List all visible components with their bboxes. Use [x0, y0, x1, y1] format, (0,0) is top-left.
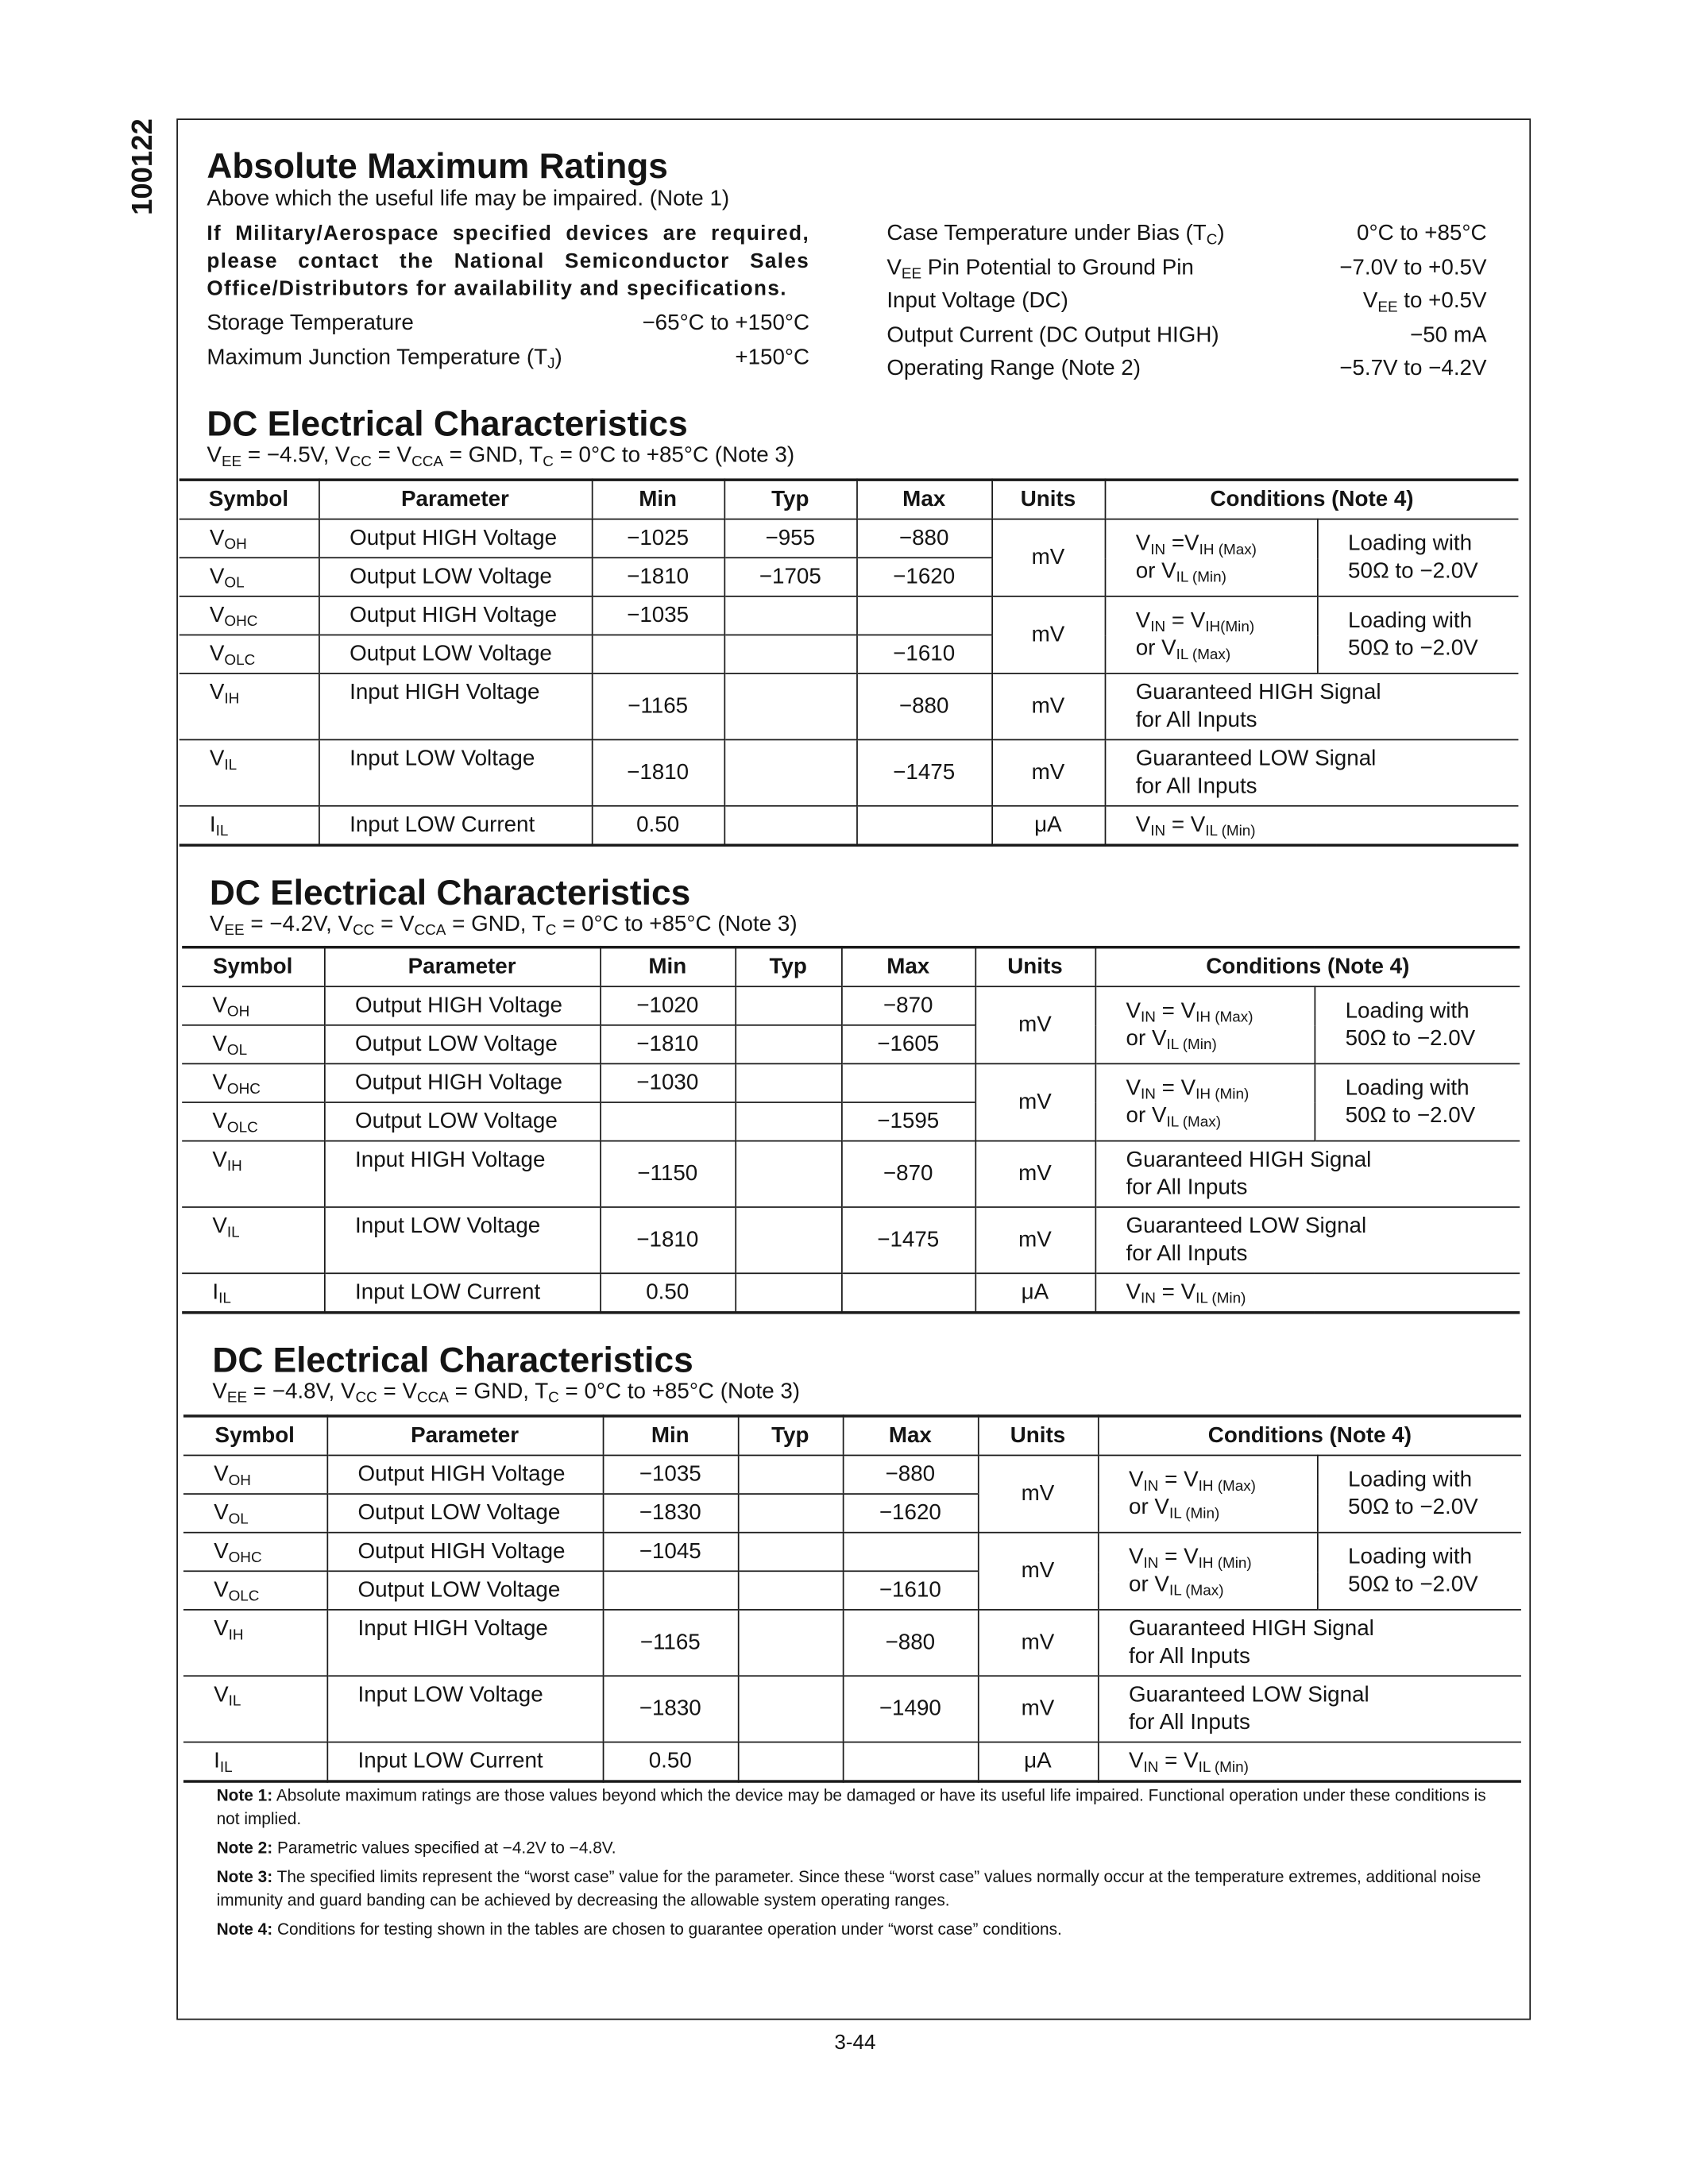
note-2 — [217, 1837, 1500, 1861]
parameter-cell: Output LOW Voltage — [324, 1102, 600, 1141]
loading-cell — [1315, 986, 1520, 1063]
max-cell — [843, 1742, 978, 1781]
parameter-cell: Output HIGH Voltage — [326, 1533, 602, 1572]
column-header-min: Min — [592, 480, 724, 519]
min-cell: −1810 — [592, 558, 724, 596]
symbol-cell: $I_{IL}$ — [183, 1742, 327, 1781]
symbol-cell: $V_{OL}$ — [183, 1494, 327, 1533]
max-cell — [856, 806, 991, 845]
units-cell: μA — [991, 806, 1104, 845]
dc-characteristics-title: DC Electrical Characteristics — [207, 405, 688, 445]
ratings-list-left — [207, 306, 809, 375]
max-cell: −1475 — [841, 1207, 975, 1273]
max-cell: −1610 — [843, 1571, 978, 1610]
max-cell: −1610 — [856, 635, 991, 673]
column-header-units: Units — [991, 480, 1104, 519]
symbol-cell: $V_{OH}$ — [183, 1455, 327, 1494]
symbol-cell: $V_{IL}$ — [180, 739, 319, 805]
note-label: Note 1: — [216, 1785, 273, 1805]
rating-value: −5.7V to −4.2V — [1339, 357, 1487, 381]
symbol-cell: $V_{OH}$ — [180, 519, 319, 558]
conditions-cell — [1095, 1063, 1314, 1140]
symbol-cell: $V_{OH}$ — [182, 986, 324, 1025]
loading-cell — [1317, 1533, 1521, 1610]
condition-line: $V_{IN} = V_{IL (Min)}$ — [1129, 1749, 1249, 1776]
column-header-symbol: Symbol — [183, 1416, 327, 1455]
min-cell: 0.50 — [600, 1273, 735, 1312]
note-3 — [217, 1866, 1500, 1912]
parameter-cell: Input LOW Voltage — [326, 1676, 602, 1742]
typ-cell — [738, 1610, 843, 1676]
max-cell: −880 — [843, 1455, 978, 1494]
parameter-cell: Output LOW Voltage — [319, 635, 592, 673]
loading-line: Loading with — [1348, 1545, 1473, 1569]
condition-line: $V_{IN} = V_{IH (Min)}$ — [1129, 1545, 1252, 1572]
condition-line: or $V_{IL (Min)}$ — [1135, 558, 1226, 586]
column-header-units: Units — [975, 947, 1095, 986]
min-cell — [600, 1102, 735, 1141]
absolute-maximum-ratings-subtitle: Above which the useful life may be impaired. (Note 1) — [207, 187, 730, 211]
symbol-cell: $V_{OLC}$ — [182, 1102, 324, 1141]
condition-line: Guaranteed LOW Signal — [1135, 747, 1377, 770]
rating-value: −65°C to +150°C — [642, 311, 810, 335]
column-header-conditions: Conditions (Note 4) — [1095, 947, 1520, 986]
max-cell — [856, 596, 991, 635]
condition-line: for All Inputs — [1129, 1644, 1250, 1668]
typ-cell — [738, 1676, 843, 1742]
max-cell: −1620 — [856, 558, 991, 596]
dc-test-conditions: $V_{EE} = -4.5V$, $V_{CC} = V_{CCA}$ = GND, $T_C = 0^\circ C$ to +85°C (Note 3) — [207, 444, 795, 471]
parameter-cell: Output HIGH Voltage — [326, 1455, 602, 1494]
parameter-cell: Output HIGH Voltage — [324, 986, 600, 1025]
table-row — [183, 1742, 1521, 1781]
typ-cell — [738, 1455, 843, 1494]
rating-label: Operating Range (Note 2) — [886, 357, 1141, 381]
column-header-typ: Typ — [735, 947, 841, 986]
table-row — [182, 1273, 1520, 1312]
typ-cell — [735, 1025, 841, 1064]
max-cell: −1605 — [841, 1025, 975, 1064]
column-header-conditions: Conditions (Note 4) — [1098, 1416, 1521, 1455]
column-header-symbol: Symbol — [182, 947, 324, 986]
min-cell: −1035 — [592, 596, 724, 635]
notice-line: Office/Distributors for availability and specifications. — [207, 276, 787, 301]
parameter-cell: Input HIGH Voltage — [319, 673, 592, 739]
typ-cell — [724, 806, 856, 845]
condition-line: for All Inputs — [1129, 1710, 1250, 1734]
max-cell: −880 — [843, 1610, 978, 1676]
max-cell — [841, 1273, 975, 1312]
dc-characteristics-title: DC Electrical Characteristics — [209, 874, 691, 913]
dc-test-conditions: $V_{EE} = -4.8V$, $V_{CC} = V_{CCA}$ = GND, $T_C = 0^\circ C$ to +85°C (Note 3) — [212, 1379, 801, 1406]
notice-line: If Military/Aerospace specified devices are required, — [207, 222, 810, 246]
condition-line: for All Inputs — [1126, 1175, 1248, 1199]
column-header-symbol: Symbol — [180, 480, 319, 519]
units-cell: mV — [975, 1141, 1095, 1207]
typ-cell — [724, 596, 856, 635]
rating-value: −50 mA — [1410, 323, 1487, 347]
condition-line: $V_{IN} = V_{IL (Min)}$ — [1135, 812, 1256, 839]
note-1 — [217, 1785, 1500, 1831]
parameter-cell: Output HIGH Voltage — [319, 519, 592, 558]
rating-label: Output Current (DC Output HIGH) — [886, 323, 1219, 347]
loading-line: Loading with — [1348, 608, 1473, 633]
max-cell — [841, 1063, 975, 1102]
min-cell: 0.50 — [603, 1742, 738, 1781]
column-header-min: Min — [603, 1416, 738, 1455]
rating-row — [886, 353, 1486, 387]
rating-label: Case Temperature under Bias $(T_C)$ — [886, 222, 1225, 249]
condition-line: for All Inputs — [1126, 1241, 1248, 1265]
absolute-maximum-ratings-title: Absolute Maximum Ratings — [207, 147, 668, 187]
conditions-cell — [1098, 1676, 1521, 1742]
dc-characteristics-table — [180, 478, 1519, 847]
condition-line: for All Inputs — [1135, 774, 1257, 798]
parameter-cell: Input HIGH Voltage — [326, 1610, 602, 1676]
typ-cell — [724, 673, 856, 739]
column-header-max: Max — [843, 1416, 978, 1455]
conditions-cell — [1095, 986, 1314, 1063]
symbol-cell: $V_{IH}$ — [182, 1141, 324, 1207]
conditions-cell — [1095, 1207, 1520, 1273]
column-header-units: Units — [978, 1416, 1098, 1455]
typ-cell — [735, 1273, 841, 1312]
table-row — [182, 1141, 1520, 1207]
rating-value: $V_{EE}$ to +0.5V — [1362, 289, 1487, 316]
conditions-cell — [1098, 1455, 1317, 1532]
rating-value: −7.0V to +0.5V — [1339, 256, 1487, 280]
symbol-cell: $I_{IL}$ — [182, 1273, 324, 1312]
min-cell: 0.50 — [592, 806, 724, 845]
condition-line: $V_{IN} = V_{IL (Min)}$ — [1126, 1279, 1246, 1307]
min-cell: −1020 — [600, 986, 735, 1025]
symbol-cell: $V_{OHC}$ — [183, 1533, 327, 1572]
parameter-cell: Input LOW Current — [326, 1742, 602, 1781]
symbol-cell: $V_{IL}$ — [183, 1676, 327, 1742]
min-cell: −1045 — [603, 1533, 738, 1572]
min-cell: −1810 — [592, 739, 724, 805]
loading-line: 50Ω to −2.0V — [1345, 1026, 1476, 1051]
max-cell — [843, 1533, 978, 1572]
units-cell: mV — [978, 1455, 1098, 1532]
column-header-min: Min — [600, 947, 735, 986]
table-row — [180, 519, 1519, 558]
min-cell: −1150 — [600, 1141, 735, 1207]
min-cell — [603, 1571, 738, 1610]
symbol-cell: $V_{OL}$ — [182, 1025, 324, 1064]
max-cell: −1620 — [843, 1494, 978, 1533]
column-header-max: Max — [841, 947, 975, 986]
symbol-cell: $V_{IL}$ — [182, 1207, 324, 1273]
min-cell: −1165 — [592, 673, 724, 739]
parameter-cell: Output LOW Voltage — [326, 1494, 602, 1533]
condition-line: or $V_{IL (Max)}$ — [1129, 1572, 1224, 1599]
condition-line: for All Inputs — [1135, 708, 1257, 732]
loading-cell — [1317, 1455, 1521, 1532]
min-cell: −1810 — [600, 1207, 735, 1273]
table-row — [180, 806, 1519, 845]
rating-label: Maximum Junction Temperature $(T_J)$ — [207, 345, 562, 372]
note-label: Note 3: — [216, 1866, 273, 1886]
symbol-cell: $V_{OHC}$ — [182, 1063, 324, 1102]
rating-label: Input Voltage (DC) — [886, 289, 1068, 314]
min-cell: −1025 — [592, 519, 724, 558]
max-cell: −880 — [856, 673, 991, 739]
note-label: Note 4: — [216, 1919, 273, 1939]
note-text: Absolute maximum ratings are those values beyond which the device may be damaged or have its useful life impaired. Functional operation under these conditions is not implied. — [216, 1785, 1486, 1829]
table-row — [180, 596, 1519, 635]
condition-line: $V_{IN} = V_{IH (Max)}$ — [1129, 1468, 1256, 1495]
typ-cell — [738, 1571, 843, 1610]
parameter-cell: Input LOW Current — [319, 806, 592, 845]
rating-row — [207, 306, 809, 340]
column-header-typ: Typ — [724, 480, 856, 519]
conditions-cell — [1105, 806, 1519, 845]
typ-cell: −1705 — [724, 558, 856, 596]
parameter-cell: Input LOW Voltage — [319, 739, 592, 805]
condition-line: or $V_{IL (Max)}$ — [1126, 1103, 1222, 1130]
min-cell — [592, 635, 724, 673]
table-row — [183, 1676, 1521, 1742]
rating-row — [886, 252, 1486, 286]
parameter-cell: Output LOW Voltage — [319, 558, 592, 596]
note-label: Note 2: — [216, 1838, 273, 1858]
typ-cell — [738, 1494, 843, 1533]
units-cell: mV — [975, 986, 1095, 1063]
loading-cell — [1317, 519, 1518, 596]
parameter-cell: Input LOW Voltage — [324, 1207, 600, 1273]
conditions-cell — [1105, 519, 1317, 596]
header-row — [180, 480, 1519, 519]
column-header-parameter: Parameter — [324, 947, 600, 986]
parameter-cell: Output LOW Voltage — [324, 1025, 600, 1064]
loading-line: 50Ω to −2.0V — [1348, 1495, 1478, 1519]
conditions-cell — [1105, 739, 1519, 805]
typ-cell — [724, 739, 856, 805]
table-row — [183, 1455, 1521, 1494]
rating-row — [886, 285, 1486, 319]
loading-line: 50Ω to −2.0V — [1348, 558, 1478, 583]
condition-line: or $V_{IL (Min)}$ — [1129, 1495, 1220, 1522]
max-cell: −870 — [841, 986, 975, 1025]
typ-cell — [735, 1102, 841, 1141]
min-cell: −1830 — [603, 1494, 738, 1533]
units-cell: mV — [975, 1207, 1095, 1273]
min-cell: −1810 — [600, 1025, 735, 1064]
dc-characteristics-table — [183, 1414, 1521, 1783]
loading-line: 50Ω to −2.0V — [1348, 1572, 1478, 1596]
condition-line: or $V_{IL (Min)}$ — [1126, 1026, 1217, 1053]
conditions-cell — [1095, 1273, 1520, 1312]
header-row — [183, 1416, 1521, 1455]
rating-label: $V_{EE}$ Pin Potential to Ground Pin — [886, 256, 1194, 283]
parameter-cell: Output LOW Voltage — [326, 1571, 602, 1610]
table-row — [183, 1610, 1521, 1676]
conditions-cell — [1105, 673, 1519, 739]
notice-line: please contact the National Semiconductor Sales — [207, 249, 810, 273]
units-cell: mV — [991, 673, 1104, 739]
condition-line: $V_{IN} =V_{IH (Max)}$ — [1135, 531, 1257, 558]
condition-line: $V_{IN} = V_{IH (Max)}$ — [1126, 998, 1253, 1025]
parameter-cell: Input HIGH Voltage — [324, 1141, 600, 1207]
part-number-side-label: 100122 — [126, 118, 159, 215]
condition-line: Guaranteed HIGH Signal — [1129, 1616, 1374, 1641]
loading-line: Loading with — [1348, 1468, 1473, 1491]
typ-cell — [735, 1141, 841, 1207]
units-cell: mV — [991, 739, 1104, 805]
parameter-cell: Output HIGH Voltage — [319, 596, 592, 635]
loading-line: Loading with — [1348, 531, 1473, 555]
symbol-cell: $V_{OLC}$ — [183, 1571, 327, 1610]
symbol-cell: $V_{IH}$ — [183, 1610, 327, 1676]
symbol-cell: $V_{OL}$ — [180, 558, 319, 596]
units-cell: μA — [978, 1742, 1098, 1781]
symbol-cell: $V_{IH}$ — [180, 673, 319, 739]
dc-characteristics-table — [182, 946, 1520, 1314]
condition-line: Guaranteed LOW Signal — [1129, 1682, 1369, 1707]
rating-value: +150°C — [735, 345, 810, 370]
loading-cell — [1315, 1063, 1520, 1140]
symbol-cell: $V_{OHC}$ — [180, 596, 319, 635]
symbol-cell: $I_{IL}$ — [180, 806, 319, 845]
typ-cell: −955 — [724, 519, 856, 558]
typ-cell — [724, 635, 856, 673]
header-row — [182, 947, 1520, 986]
loading-line: 50Ω to −2.0V — [1348, 636, 1478, 660]
loading-line: Loading with — [1345, 998, 1470, 1023]
column-header-max: Max — [856, 480, 991, 519]
loading-line: Loading with — [1345, 1076, 1470, 1100]
ratings-list-right — [886, 218, 1486, 387]
min-cell: −1035 — [603, 1455, 738, 1494]
units-cell: μA — [975, 1273, 1095, 1312]
symbol-cell: $V_{OLC}$ — [180, 635, 319, 673]
max-cell: −1475 — [856, 739, 991, 805]
condition-line: or $V_{IL (Max)}$ — [1135, 636, 1231, 663]
rating-row — [207, 341, 809, 375]
military-aerospace-notice — [207, 221, 809, 303]
note-4 — [217, 1918, 1500, 1942]
typ-cell — [735, 1207, 841, 1273]
table-row — [180, 673, 1519, 739]
conditions-cell — [1105, 596, 1317, 673]
conditions-cell — [1095, 1141, 1520, 1207]
conditions-cell — [1098, 1742, 1521, 1781]
parameter-cell: Input LOW Current — [324, 1273, 600, 1312]
condition-line: Guaranteed HIGH Signal — [1126, 1148, 1372, 1171]
table-row — [183, 1533, 1521, 1572]
rating-value: 0°C to +85°C — [1357, 222, 1487, 246]
rating-row — [886, 218, 1486, 252]
units-cell: mV — [978, 1676, 1098, 1742]
dc-characteristics-title: DC Electrical Characteristics — [212, 1341, 693, 1380]
note-text: The specified limits represent the “worst case” value for the parameter. Since these “worst case” values normally occur at the temperature extremes, additional noise immunity and guard banding can be achieved by decreasing the allowable system operating ranges. — [216, 1866, 1481, 1910]
min-cell: −1165 — [603, 1610, 738, 1676]
loading-line: 50Ω to −2.0V — [1345, 1103, 1476, 1128]
rating-label: Storage Temperature — [207, 311, 414, 335]
condition-line: $V_{IN} = V_{IH (Min)}$ — [1126, 1076, 1250, 1103]
units-cell: mV — [991, 519, 1104, 596]
min-cell: −1030 — [600, 1063, 735, 1102]
typ-cell — [738, 1742, 843, 1781]
table-row — [182, 986, 1520, 1025]
parameter-cell: Output HIGH Voltage — [324, 1063, 600, 1102]
condition-line: $V_{IN} = V_{IH(Min)}$ — [1135, 608, 1255, 635]
column-header-conditions: Conditions (Note 4) — [1105, 480, 1519, 519]
rating-row — [886, 319, 1486, 353]
conditions-cell — [1098, 1533, 1317, 1610]
condition-line: Guaranteed LOW Signal — [1126, 1214, 1367, 1238]
max-cell: −1490 — [843, 1676, 978, 1742]
max-cell: −880 — [856, 519, 991, 558]
table-row — [182, 1063, 1520, 1102]
table-row — [180, 739, 1519, 805]
typ-cell — [735, 1063, 841, 1102]
units-cell: mV — [991, 596, 1104, 673]
units-cell: mV — [978, 1610, 1098, 1676]
column-header-typ: Typ — [738, 1416, 843, 1455]
typ-cell — [738, 1533, 843, 1572]
units-cell: mV — [978, 1533, 1098, 1610]
page-number: 3-44 — [834, 2031, 876, 2055]
table-row — [182, 1207, 1520, 1273]
loading-cell — [1317, 596, 1518, 673]
note-text: Parametric values specified at −4.2V to −4.8V. — [276, 1838, 616, 1858]
typ-cell — [735, 986, 841, 1025]
units-cell: mV — [975, 1063, 1095, 1140]
condition-line: Guaranteed HIGH Signal — [1135, 680, 1381, 704]
column-header-parameter: Parameter — [326, 1416, 602, 1455]
conditions-cell — [1098, 1610, 1521, 1676]
note-text: Conditions for testing shown in the tables are chosen to guarantee operation under “worst case” conditions. — [276, 1919, 1062, 1939]
max-cell: −870 — [841, 1141, 975, 1207]
footnotes — [217, 1785, 1500, 1947]
max-cell: −1595 — [841, 1102, 975, 1141]
min-cell: −1830 — [603, 1676, 738, 1742]
column-header-parameter: Parameter — [319, 480, 592, 519]
dc-test-conditions: $V_{EE} = -4.2V$, $V_{CC} = V_{CCA}$ = GND, $T_C = 0^\circ C$ to +85°C (Note 3) — [209, 913, 798, 940]
